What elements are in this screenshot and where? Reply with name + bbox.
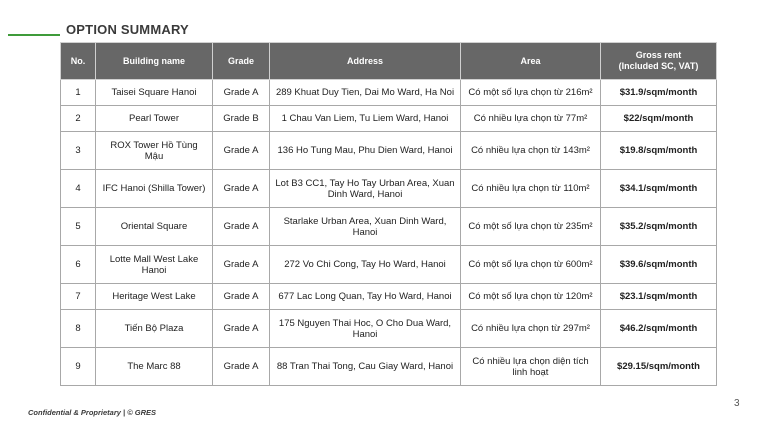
cell-no: 4: [61, 170, 96, 208]
table-row: [61, 348, 717, 386]
cell-building-name: Taisei Square Hanoi: [96, 80, 213, 106]
cell-grade: Grade A: [213, 132, 270, 170]
cell-building-name: ROX Tower Hồ Tùng Mậu: [96, 132, 213, 170]
table-row: [61, 246, 717, 284]
cell-grade: Grade A: [213, 310, 270, 348]
cell-grade: Grade A: [213, 80, 270, 106]
cell-no: 2: [61, 106, 96, 132]
cell-grade: Grade A: [213, 170, 270, 208]
cell-building-name: Tiến Bộ Plaza: [96, 310, 213, 348]
table-row: [61, 170, 717, 208]
cell-no: 3: [61, 132, 96, 170]
cell-address: 677 Lac Long Quan, Tay Ho Ward, Hanoi: [270, 284, 461, 310]
cell-gross-rent: $46.2/sqm/month: [601, 310, 717, 348]
table-row: [61, 310, 717, 348]
cell-area: Có một số lựa chọn từ 216m²: [461, 80, 601, 106]
cell-area: Có nhiều lựa chọn từ 143m²: [461, 132, 601, 170]
cell-area: Có nhiều lựa chọn từ 110m²: [461, 170, 601, 208]
cell-grade: Grade A: [213, 208, 270, 246]
table-header-row: [61, 43, 717, 80]
cell-no: 1: [61, 80, 96, 106]
cell-gross-rent: $22/sqm/month: [601, 106, 717, 132]
cell-address: 1 Chau Van Liem, Tu Liem Ward, Hanoi: [270, 106, 461, 132]
cell-area: Có một số lựa chọn từ 120m²: [461, 284, 601, 310]
header-no: No.: [61, 43, 96, 80]
cell-building-name: IFC Hanoi (Shilla Tower): [96, 170, 213, 208]
header-gross-rent-line2: (Included SC, VAT): [618, 61, 699, 71]
table-row: [61, 208, 717, 246]
cell-no: 6: [61, 246, 96, 284]
cell-area: Có nhiều lựa chọn từ 297m²: [461, 310, 601, 348]
cell-address: 136 Ho Tung Mau, Phu Dien Ward, Hanoi: [270, 132, 461, 170]
cell-gross-rent: $34.1/sqm/month: [601, 170, 717, 208]
header-grade: Grade: [213, 43, 270, 80]
cell-building-name: Oriental Square: [96, 208, 213, 246]
table-row: [61, 132, 717, 170]
confidential-notice: Confidential & Proprietary | © GRES: [28, 408, 157, 417]
title-accent-line: [8, 34, 60, 36]
cell-grade: Grade A: [213, 348, 270, 386]
cell-address: Lot B3 CC1, Tay Ho Tay Urban Area, Xuan Dinh Ward, Hanoi: [270, 170, 461, 208]
table-row: [61, 106, 717, 132]
cell-grade: Grade B: [213, 106, 270, 132]
cell-address: 175 Nguyen Thai Hoc, O Cho Dua Ward, Hanoi: [270, 310, 461, 348]
header-gross-rent-line1: Gross rent: [635, 50, 682, 60]
cell-area: Có nhiều lựa chọn diện tích linh hoạt: [461, 348, 601, 386]
cell-no: 7: [61, 284, 96, 310]
cell-address: 289 Khuat Duy Tien, Dai Mo Ward, Ha Noi: [270, 80, 461, 106]
cell-area: Có một số lựa chọn từ 235m²: [461, 208, 601, 246]
cell-grade: Grade A: [213, 284, 270, 310]
cell-address: 272 Vo Chi Cong, Tay Ho Ward, Hanoi: [270, 246, 461, 284]
cell-building-name: Heritage West Lake: [96, 284, 213, 310]
cell-gross-rent: $35.2/sqm/month: [601, 208, 717, 246]
cell-address: Starlake Urban Area, Xuan Dinh Ward, Hanoi: [270, 208, 461, 246]
cell-building-name: Lotte Mall West Lake Hanoi: [96, 246, 213, 284]
table-row: [61, 284, 717, 310]
cell-address: 88 Tran Thai Tong, Cau Giay Ward, Hanoi: [270, 348, 461, 386]
cell-no: 5: [61, 208, 96, 246]
section-title: [8, 22, 308, 38]
cell-no: 8: [61, 310, 96, 348]
table-row: [61, 80, 717, 106]
cell-gross-rent: $29.15/sqm/month: [601, 348, 717, 386]
header-building-name: Building name: [96, 43, 213, 80]
cell-gross-rent: $39.6/sqm/month: [601, 246, 717, 284]
cell-no: 9: [61, 348, 96, 386]
cell-area: Có một số lựa chọn từ 600m²: [461, 246, 601, 284]
header-gross-rent: [601, 43, 717, 80]
option-summary-table: [60, 42, 717, 386]
page-title: OPTION SUMMARY: [66, 22, 189, 37]
header-area: Area: [461, 43, 601, 80]
cell-gross-rent: $23.1/sqm/month: [601, 284, 717, 310]
header-address: Address: [270, 43, 461, 80]
page-number: 3: [734, 398, 740, 409]
cell-area: Có nhiều lựa chọn từ 77m²: [461, 106, 601, 132]
cell-gross-rent: $19.8/sqm/month: [601, 132, 717, 170]
cell-grade: Grade A: [213, 246, 270, 284]
cell-gross-rent: $31.9/sqm/month: [601, 80, 717, 106]
cell-building-name: The Marc 88: [96, 348, 213, 386]
cell-building-name: Pearl Tower: [96, 106, 213, 132]
